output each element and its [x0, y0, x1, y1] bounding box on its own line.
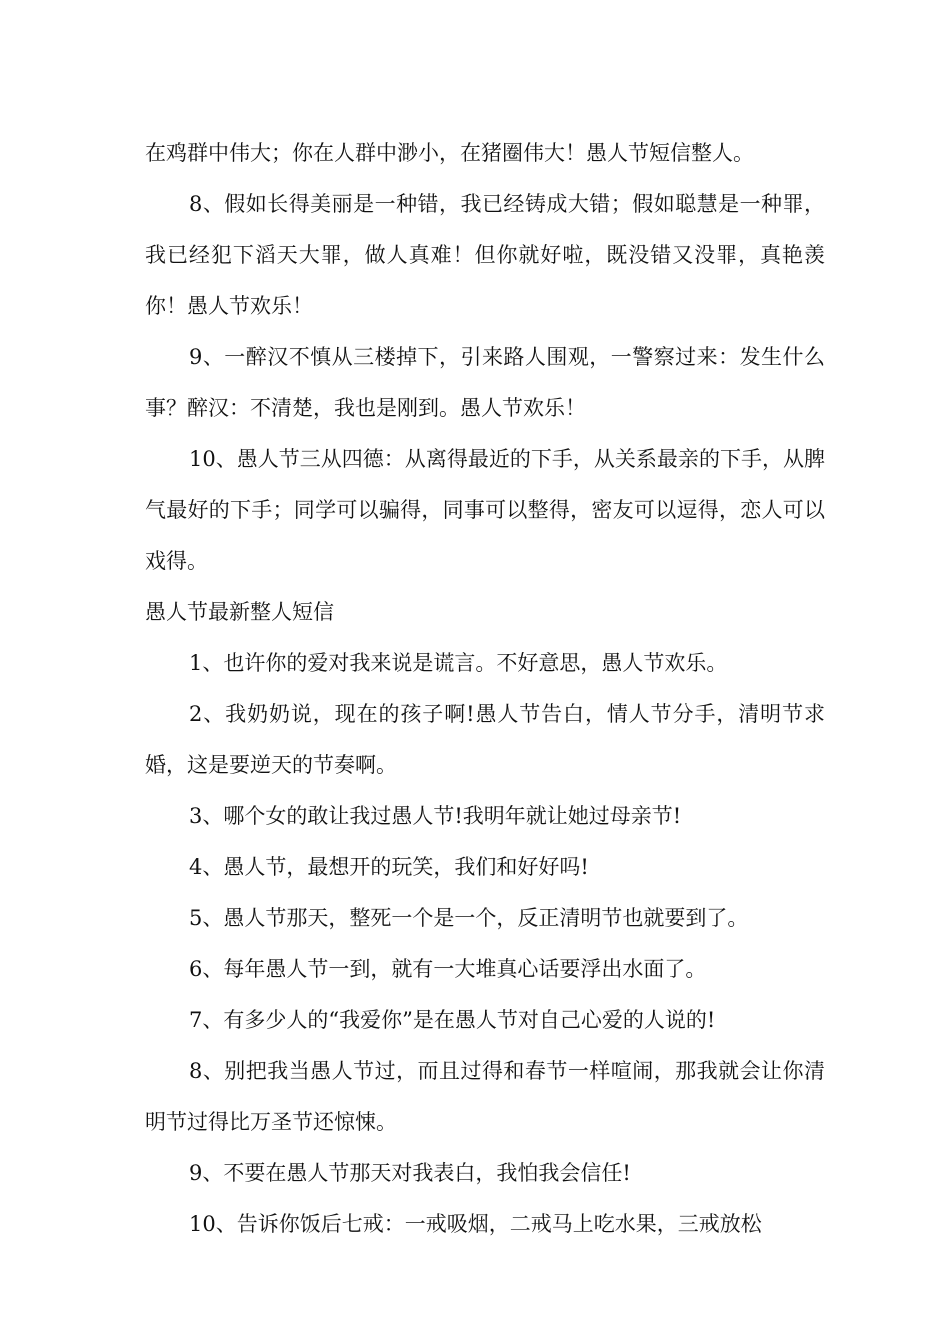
- list-item-4: 4、愚人节，最想开的玩笑，我们和好好吗!: [189, 855, 589, 879]
- list-item-10: 10、告诉你饭后七戒：一戒吸烟，二戒马上吃水果，三戒放松: [189, 1212, 762, 1236]
- paragraph-continuation: 在鸡群中伟大；你在人群中渺小，在猪圈伟大！愚人节短信整人。: [145, 141, 754, 165]
- list-item-7: 7、有多少人的“我爱你”是在愚人节对自己心爱的人说的!: [189, 1008, 716, 1032]
- list-item-2: 2、我奶奶说，现在的孩子啊!愚人节告白，情人节分手，清明节求婚，这是要逆天的节奏啊。: [145, 702, 825, 777]
- list-item-3: 3、哪个女的敢让我过愚人节!我明年就让她过母亲节!: [189, 804, 682, 828]
- section-title: 愚人节最新整人短信: [145, 600, 334, 624]
- list-item-6: 6、每年愚人节一到，就有一大堆真心话要浮出水面了。: [189, 957, 707, 981]
- list-item-1: 1、也许你的爱对我来说是谎言。不好意思，愚人节欢乐。: [189, 651, 728, 675]
- list-item-9: 9、不要在愚人节那天对我表白，我怕我会信任!: [189, 1161, 631, 1185]
- list-item-8: 8、别把我当愚人节过，而且过得和春节一样喧闹，那我就会让你清明节过得比万圣节还惊悚。: [145, 1059, 825, 1134]
- document-body: [145, 128, 825, 1250]
- paragraph-item-9: 9、一醉汉不慎从三楼掉下，引来路人围观，一警察过来：发生什么事？醉汉：不清楚，我也是刚到。愚人节欢乐！: [145, 345, 825, 420]
- list-item-5: 5、愚人节那天，整死一个是一个，反正清明节也就要到了。: [189, 906, 749, 930]
- paragraph-item-8: 8、假如长得美丽是一种错，我已经铸成大错；假如聪慧是一种罪，我已经犯下滔天大罪，做人真难！但你就好啦，既没错又没罪，真艳羡你！愚人节欢乐！: [145, 192, 825, 318]
- paragraph-item-10: 10、愚人节三从四德：从离得最近的下手，从关系最亲的下手，从脾气最好的下手；同学可以骗得，同事可以整得，密友可以逗得，恋人可以戏得。: [145, 447, 825, 573]
